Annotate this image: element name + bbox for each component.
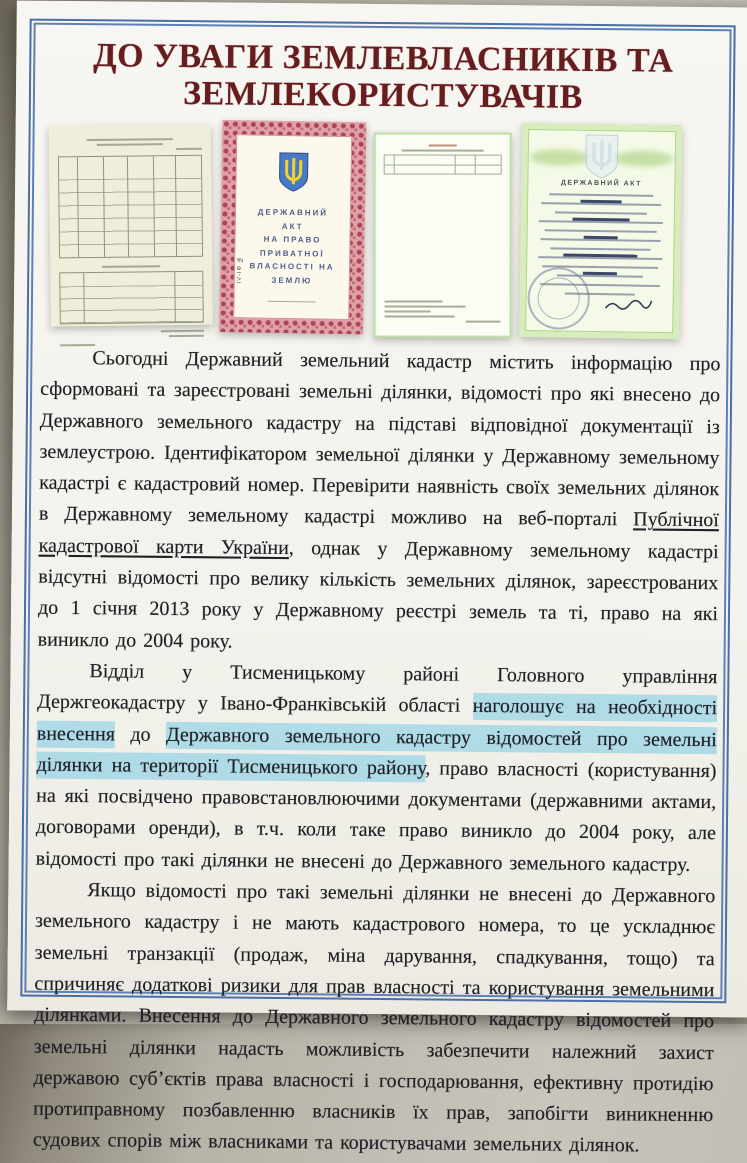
act-text-line [541, 202, 662, 206]
page-border-frame [20, 19, 735, 1157]
sheet-header-table [384, 154, 502, 174]
paragraph-2 [35, 656, 717, 882]
signature-line [385, 305, 466, 307]
highlighted-text: Державного земельного кадастру відомостей про земельні ділянки на території Тисменицького району [36, 721, 717, 782]
form-upper-table [58, 155, 203, 259]
watermark-hill [530, 149, 590, 166]
doc-state-act-green [519, 123, 682, 339]
form-title-line [97, 143, 163, 146]
act-number-line [268, 301, 316, 303]
act-text-line [551, 247, 650, 250]
body-text [33, 343, 721, 1163]
paragraph-3 [33, 875, 716, 1163]
paragraph-text: Якщо відомості про такі земельні ділянки не внесені до Державного земельного кадастру і не мають кадастрового номера, то це ускладнює земельні транзакції (продаж, міна дарування, спадкування, тощо) та спричиняє додаткові ризики для прав власності та користування земельними ділянками. Внесення до Державного земельного кадастру відомостей про земельні ділянки надасть можливість забезпечити належний захист державою суб’єктів права власності і господарювання, ефективну протидію протиправному позбавленню власників їх прав, запобігти виникненню судових спорів між власниками та користувачами земельних ділянок. [32, 879, 716, 1157]
form-subtitle-line [102, 265, 160, 268]
sheet-header-line [401, 150, 484, 152]
paragraph-text: , право власності (користування) на які посвідчено правовстановлюючими документами (державними актами, договорами оренди), в т.ч. коли таке право виникло до 2004 року, але відомості про такі ділянки не внесені до Державного земельного кадастру. [35, 757, 717, 876]
watermark-hill [614, 150, 674, 167]
signature-line [385, 310, 431, 312]
paragraph-1 [38, 343, 721, 662]
doc-blank-registry-sheet [374, 132, 512, 337]
doc-state-act-red [219, 120, 366, 334]
act-text-line [539, 256, 662, 260]
form-note-line [176, 148, 202, 150]
act-title-word: ВЛАСНОСТІ НА ЗЕМЛЮ [249, 261, 335, 286]
state-act-red-title [235, 205, 350, 288]
form-signature-line [161, 330, 204, 332]
form-title-line [87, 138, 173, 141]
trident-watermark-icon [584, 134, 619, 179]
act-text-line [539, 220, 662, 224]
document-photos-row [49, 119, 721, 345]
act-title-word: ДЕРЖАВНИЙ [257, 207, 329, 218]
state-act-green-title: ДЕРЖАВНИЙ АКТ [560, 179, 642, 188]
underlined-link-text: Публічної кадастрової карти України [38, 508, 720, 559]
trident-emblem-icon [278, 152, 309, 192]
sheet-signature-block [385, 297, 501, 325]
form-signature-line [169, 335, 204, 337]
act-text-line [555, 211, 646, 214]
act-text-line [549, 193, 654, 197]
page-content [24, 23, 731, 1157]
signature-line [385, 300, 443, 302]
form-lower-table [59, 271, 204, 325]
doc-cadastral-form [49, 125, 213, 327]
signature-line [385, 315, 455, 317]
paper-sheet [7, 0, 747, 1157]
act-title-word: АКТ [281, 221, 304, 231]
form-footnote-line [60, 344, 95, 346]
signature-line [466, 321, 501, 323]
highlighted-text: наголошує на необхідності внесення [37, 693, 718, 748]
state-act-red-inner [233, 134, 352, 320]
paragraph-text: Сьогодні Державний земельний кадастр містить інформацію про сформовані та зареєстровані земельні ділянки, відомості про які внесено до Державного земельного кадастру на підставі відповідної документації із землеустрою. Ідентифікатором земельної ділянки у Державному земельному кадастрі є кадастровий номер. Перевірити наявність своїх земельних ділянок в Державному земельному кадастрі можливо на веб-порталі [38, 347, 721, 531]
page-title [65, 37, 702, 117]
act-text-line [540, 238, 661, 242]
signature-scribble-icon [603, 298, 655, 313]
page-title-line2: ЗЕМЛЕКОРИСТУВАЧІВ [182, 75, 583, 116]
paragraph-text: Відділ у Тисменицькому районі Головного управління Держгеокадастру у Івано-Франківській області [37, 660, 718, 718]
paragraph-text: до [114, 722, 167, 746]
act-series-number: ІV-ІФ № [236, 254, 244, 284]
page-title-line1: ДО УВАГИ ЗЕМЛЕВЛАСНИКІВ ТА [93, 37, 674, 80]
paragraph-text: , однак у Державному земельному кадастрі відсутні відомості про велику кількість земельних ділянок, зареєстрованих до 1 січня 2013 року у Державному реєстрі земель та ті, право на які виникло до 2004 року. [37, 536, 719, 653]
sheet-header-stamp-line [429, 145, 457, 147]
act-title-word: НА ПРАВО ПРИВАТНОЇ [259, 234, 325, 259]
act-text-line [544, 229, 657, 233]
